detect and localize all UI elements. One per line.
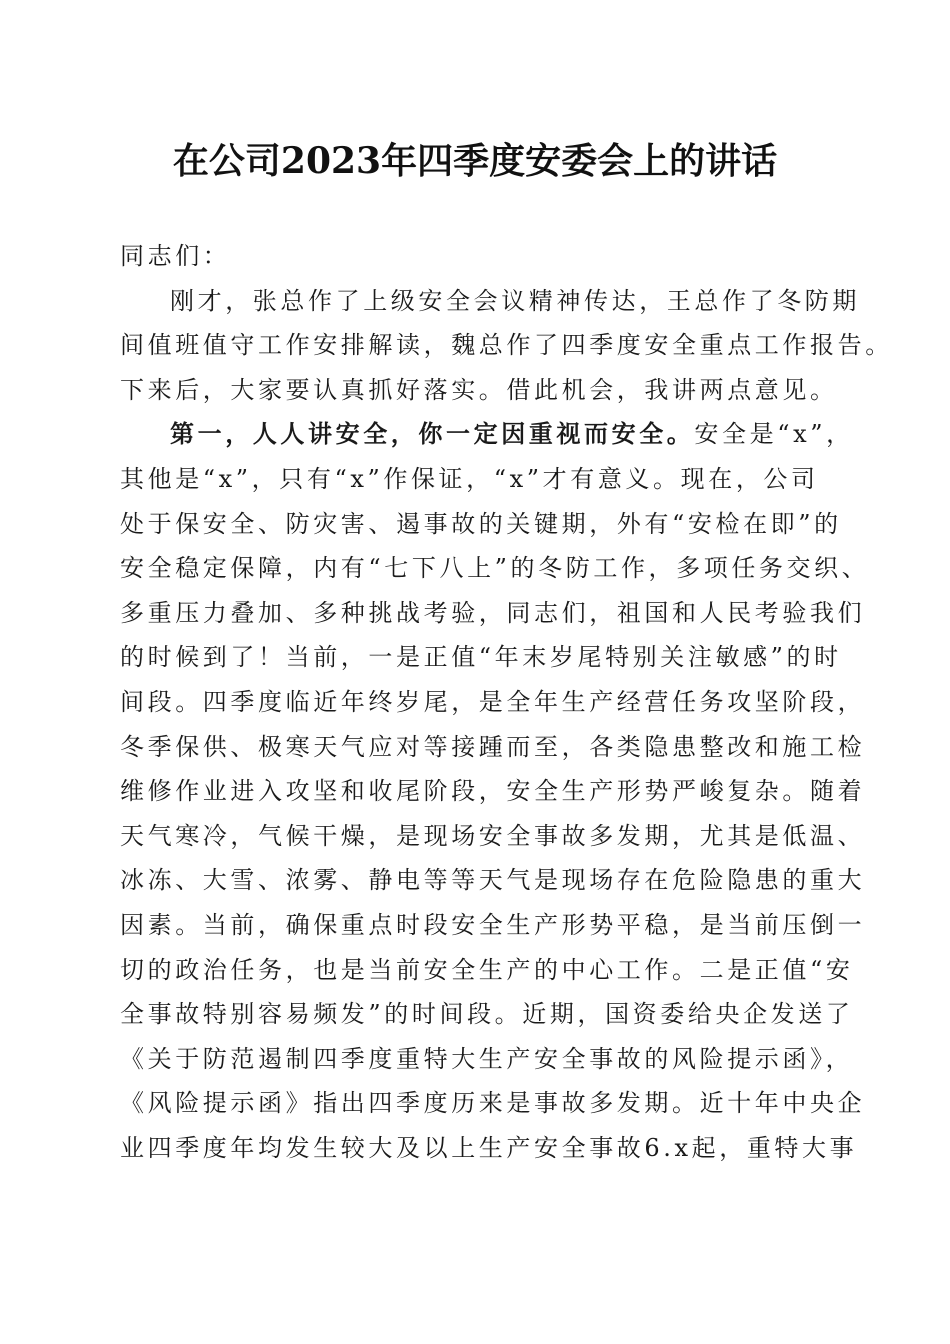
paragraph-line: 因素。当前，确保重点时段安全生产形势平稳，是当前压倒一 — [120, 910, 866, 939]
paragraph-line: 多重压力叠加、多种挑战考验，同志们，祖国和人民考验我们 — [120, 598, 866, 627]
paragraph-line: 下来后，大家要认真抓好落实。借此机会，我讲两点意见。 — [120, 375, 838, 404]
section-heading: 第一，人人讲安全，你一定因重视而安全。 — [170, 419, 695, 449]
paragraph-line: 业四季度年均发生较大及以上生产安全事故6.x起，重特大事 — [120, 1133, 858, 1162]
paragraph-line: 安全稳定保障，内有“七下八上”的冬防工作，多项任务交织、 — [120, 554, 870, 583]
paragraph-line: 其他是“x”，只有“x”作保证，“x”才有意义。现在，公司 — [120, 464, 819, 493]
paragraph-line: 处于保安全、防灾害、遏事故的关键期，外有“安检在即”的 — [120, 509, 842, 538]
paragraph-line: 切的政治任务，也是当前安全生产的中心工作。二是正值“安 — [120, 955, 854, 984]
paragraph-line: 维修作业进入攻坚和收尾阶段，安全生产形势严峻复杂。随着 — [120, 777, 866, 806]
paragraph-line — [120, 412, 854, 457]
page-title: 在公司2023年四季度安委会上的讲话 — [172, 140, 778, 182]
paragraph-line: 《风险提示函》指出四季度历来是事故多发期。近十年中央企 — [120, 1089, 866, 1118]
paragraph-line: 《关于防范遏制四季度重特大生产安全事故的风险提示函》， — [120, 1044, 854, 1073]
paragraph-line: 刚才，张总作了上级安全会议精神传达，王总作了冬防期 — [170, 286, 860, 315]
paragraph-line: 冰冻、大雪、浓雾、静电等等天气是现场存在危险隐患的重大 — [120, 866, 866, 895]
paragraph-line: 间段。四季度临近年终岁尾，是全年生产经营任务攻坚阶段， — [120, 687, 866, 716]
paragraph-text: 安全是“x”， — [694, 420, 854, 449]
paragraph-line: 冬季保供、极寒天气应对等接踵而至，各类隐患整改和施工检 — [120, 732, 866, 761]
document-body — [120, 234, 893, 1170]
paragraph-line: 全事故特别容易频发”的时间段。近期，国资委给央企发送了 — [120, 1000, 854, 1029]
salutation: 同志们： — [120, 242, 231, 270]
paragraph-line: 的时候到了！当前，一是正值“年末岁尾特别关注敏感”的时 — [120, 643, 842, 672]
paragraph-line: 天气寒冷，气候干燥，是现场安全事故多发期，尤其是低温、 — [120, 821, 866, 850]
paragraph-line: 间值班值守工作安排解读，魏总作了四季度安全重点工作报告。 — [120, 331, 893, 360]
